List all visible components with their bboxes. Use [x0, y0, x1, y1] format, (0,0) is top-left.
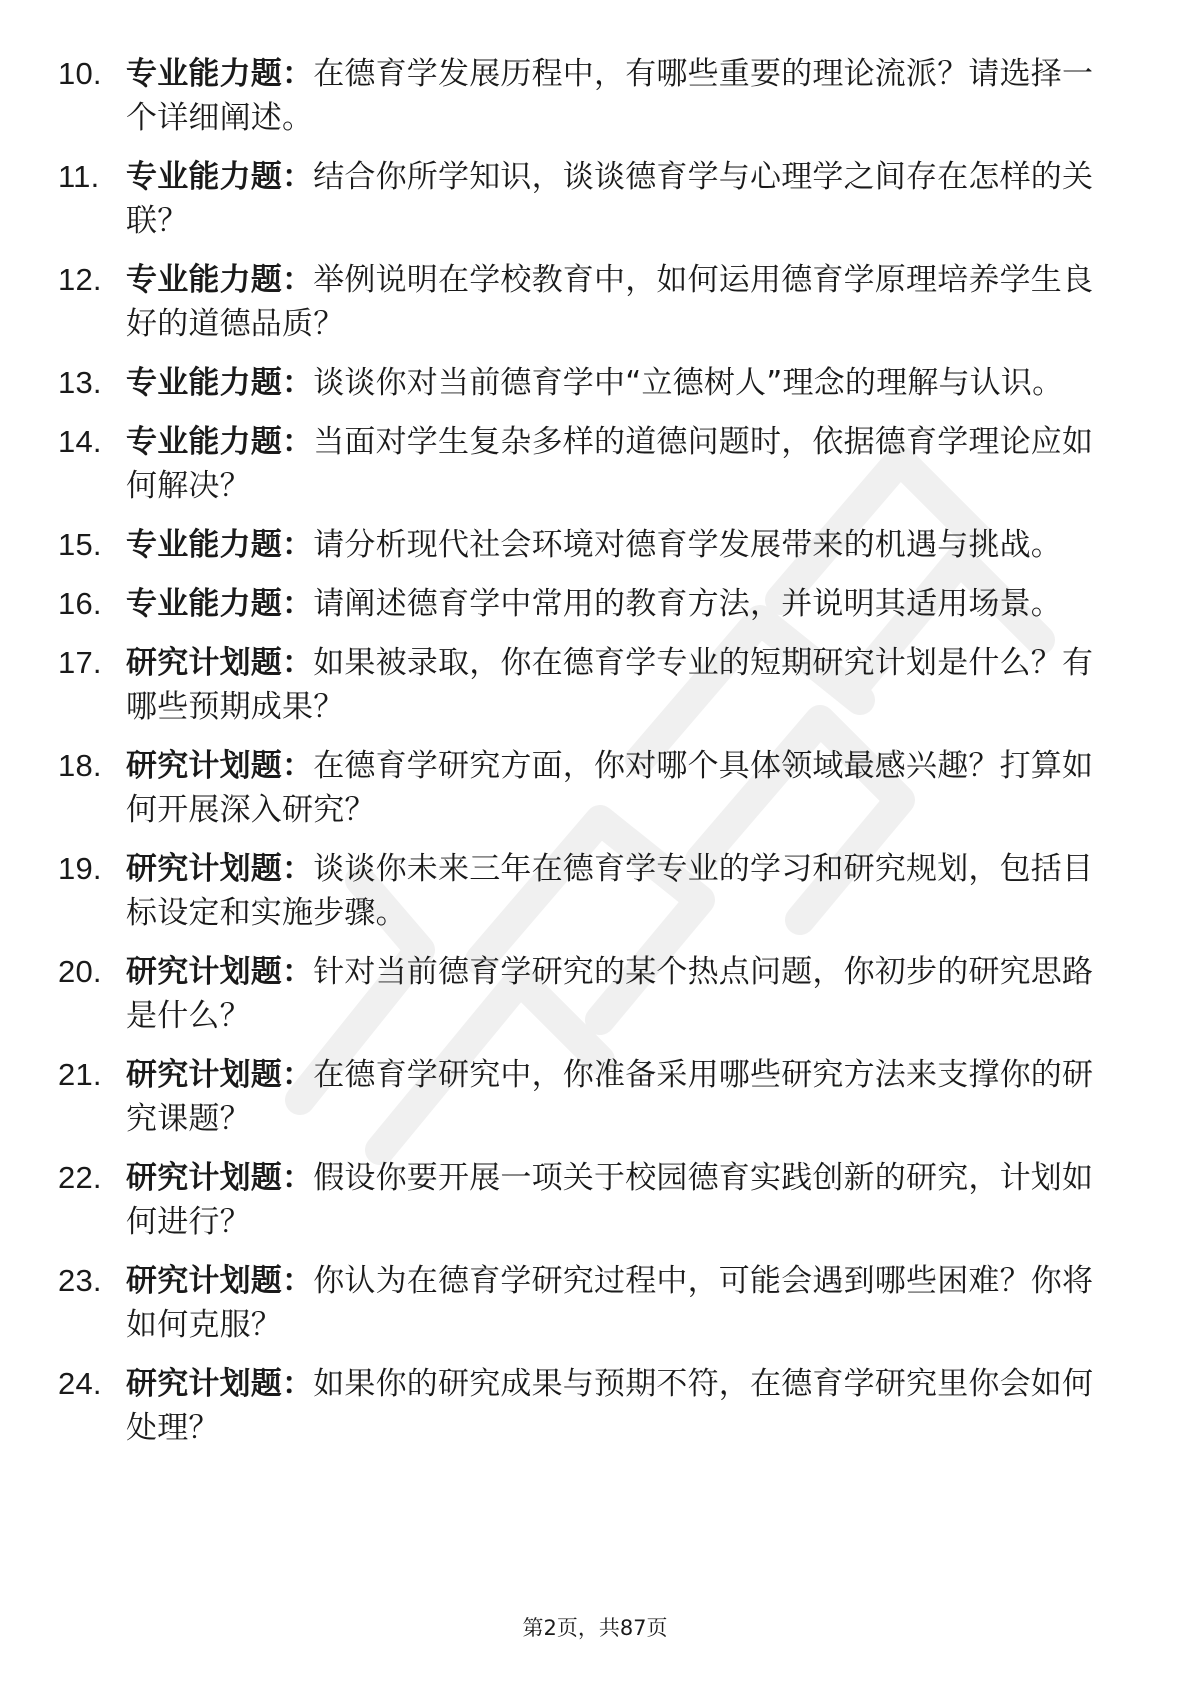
question-category: 研究计划题： — [126, 1057, 314, 1093]
question-category: 研究计划题： — [126, 748, 314, 784]
question-item — [58, 582, 1118, 626]
question-item — [58, 950, 1118, 1038]
question-category: 专业能力题： — [126, 159, 314, 195]
question-text: 在德育学发展历程中，有哪些重要的理论流派？请选择一个详细阐述。 — [126, 56, 1094, 136]
question-item — [58, 1259, 1118, 1347]
question-number: 11. — [58, 159, 100, 194]
question-number: 13. — [58, 365, 102, 400]
question-number: 12. — [58, 262, 102, 297]
question-number: 24. — [58, 1366, 102, 1401]
question-item — [58, 52, 1118, 140]
question-text: 请阐述德育学中常用的教育方法，并说明其适用场景。 — [313, 586, 1063, 622]
question-item — [58, 155, 1118, 243]
question-text: 请分析现代社会环境对德育学发展带来的机遇与挑战。 — [313, 527, 1063, 563]
question-number: 14. — [58, 424, 102, 459]
question-item — [58, 1053, 1118, 1141]
question-category: 专业能力题： — [126, 56, 314, 92]
question-item — [58, 1156, 1118, 1244]
question-item — [58, 847, 1118, 935]
question-category: 专业能力题： — [126, 424, 314, 460]
question-text: 针对当前德育学研究的某个热点问题，你初步的研究思路是什么？ — [126, 954, 1094, 1034]
question-item — [58, 523, 1118, 567]
question-text: 如果被录取，你在德育学专业的短期研究计划是什么？有哪些预期成果？ — [126, 645, 1094, 725]
question-item — [58, 420, 1118, 508]
question-item — [58, 744, 1118, 832]
question-text: 举例说明在学校教育中，如何运用德育学原理培养学生良好的道德品质？ — [126, 262, 1094, 342]
question-category: 研究计划题： — [126, 645, 314, 681]
question-item — [58, 1362, 1118, 1450]
question-category: 研究计划题： — [126, 1160, 314, 1196]
question-text: 在德育学研究方面，你对哪个具体领域最感兴趣？打算如何开展深入研究？ — [126, 748, 1094, 828]
question-category: 研究计划题： — [126, 851, 314, 887]
question-category: 专业能力题： — [126, 262, 314, 298]
question-text: 谈谈你未来三年在德育学专业的学习和研究规划，包括目标设定和实施步骤。 — [126, 851, 1094, 931]
question-number: 19. — [58, 851, 102, 886]
question-category: 研究计划题： — [126, 954, 314, 990]
question-text: 结合你所学知识，谈谈德育学与心理学之间存在怎样的关联？ — [126, 159, 1094, 239]
page-number: 第2页，共87页 — [522, 1616, 668, 1640]
question-text: 当面对学生复杂多样的道德问题时，依据德育学理论应如何解决？ — [126, 424, 1094, 504]
question-text: 谈谈你对当前德育学中“立德树人”理念的理解与认识。 — [313, 365, 1064, 401]
question-text: 你认为在德育学研究过程中，可能会遇到哪些困难？你将如何克服？ — [126, 1263, 1094, 1343]
question-category: 专业能力题： — [126, 527, 314, 563]
question-list — [58, 52, 1118, 1465]
question-category: 研究计划题： — [126, 1366, 314, 1402]
question-category: 专业能力题： — [126, 365, 314, 401]
question-number: 22. — [58, 1160, 102, 1195]
question-text: 假设你要开展一项关于校园德育实践创新的研究，计划如何进行？ — [126, 1160, 1094, 1240]
question-text: 如果你的研究成果与预期不符，在德育学研究里你会如何处理？ — [126, 1366, 1094, 1446]
question-item — [58, 258, 1118, 346]
question-number: 21. — [58, 1057, 102, 1092]
question-number: 16. — [58, 586, 102, 621]
question-number: 15. — [58, 527, 102, 562]
question-number: 20. — [58, 954, 102, 989]
question-item — [58, 361, 1118, 405]
question-number: 18. — [58, 748, 102, 783]
question-number: 10. — [58, 56, 102, 91]
question-category: 专业能力题： — [126, 586, 314, 622]
question-number: 23. — [58, 1263, 102, 1298]
question-item — [58, 641, 1118, 729]
question-text: 在德育学研究中，你准备采用哪些研究方法来支撑你的研究课题？ — [126, 1057, 1094, 1137]
question-number: 17. — [58, 645, 102, 680]
question-category: 研究计划题： — [126, 1263, 314, 1299]
